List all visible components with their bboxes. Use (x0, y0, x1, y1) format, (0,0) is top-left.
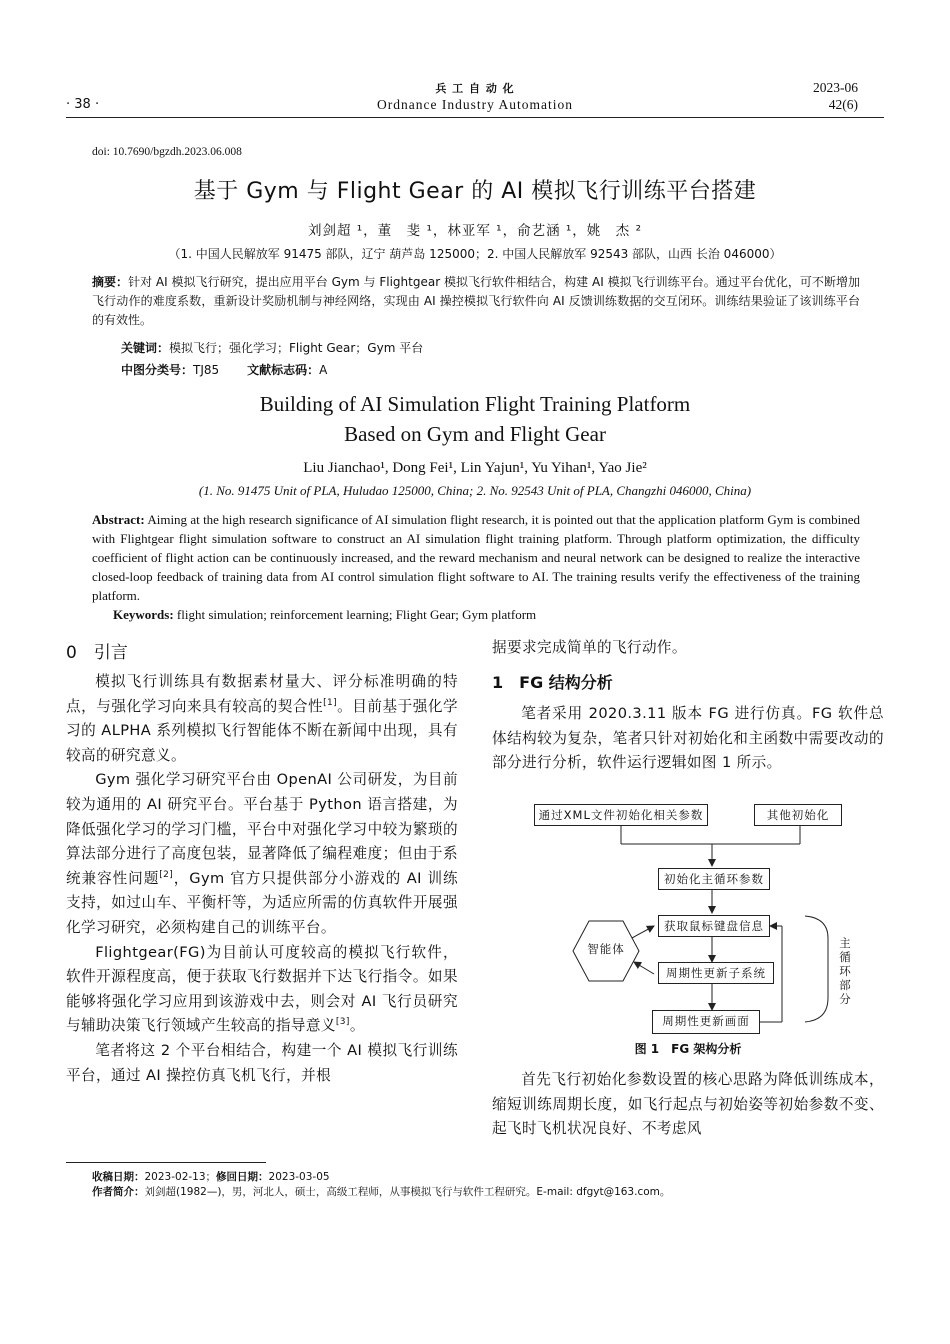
abstract-cn (92, 273, 860, 330)
issue-date: 2023-06 (813, 80, 858, 95)
left-column-body (66, 670, 458, 1088)
paragraph: Flightgear(FG)为目前认可度较高的模拟飞行软件，软件开源程度高，便于获取飞行数据并下达飞行指令。如果能够将强化学习应用到该游戏中去，则会对 AI 飞行员研究与辅助决策飞行领域产生较高的指导意义[3]。 (66, 943, 458, 1035)
clc-value: TJ85 (193, 363, 220, 377)
clc-label: 中图分类号： (121, 363, 194, 377)
figure-agent-label: 智能体 (587, 942, 625, 956)
section-1-heading: 1 FG 结构分析 (492, 673, 613, 692)
abstract-en-text: Aiming at the high research significance of AI simulation flight research, it is pointed out that the application platform Gym is combined with Flightgear flight simulation software to construct an AI simulation flight training platform. Through platform optimization, the difficulty coefficient of flight action can be continuously increased, and the reward mechanism and neural network can be designed to realize the interactive closed-loop feedback of training data from AI control simulation flight software to AI. The training results verify the effectiveness of the training platform. (92, 512, 860, 603)
affiliations-en: (1. No. 91475 Unit of PLA, Huludao 125000, China; 2. No. 92543 Unit of PLA, Changzhi 046000, China) (198, 483, 752, 498)
footnote-dates: 收稿日期：2023-02-13；修回日期：2023-03-05 (92, 1171, 330, 1183)
classification (121, 361, 861, 380)
figure-box-screen: 周期性更新画面 (652, 1010, 760, 1034)
affiliations-cn: （1. 中国人民解放军 91475 部队，辽宁 葫芦岛 125000；2. 中国人民解放军 92543 部队，山西 长治 046000） (168, 247, 782, 261)
figure-box-other-init: 其他初始化 (754, 804, 842, 826)
keywords-cn-label: 关键词： (121, 341, 170, 355)
keywords-en-text: flight simulation; reinforcement learning; Flight Gear; Gym platform (176, 607, 537, 622)
section-1-paragraph: 笔者采用 2020.3.11 版本 FG 进行仿真。FG 软件总体结构较为复杂，笔者只针对初始化和主函数中需要改动的部分进行分析，软件运行逻辑如图 1 所示。 (492, 705, 884, 772)
figure-box-subsystem: 周期性更新子系统 (658, 962, 774, 984)
figure-loop-label: 主循环部分 (839, 936, 851, 1006)
section-0-heading: 0 引言 (66, 643, 128, 663)
right-column-body: 首先飞行初始化参数设置的核心思路为降低训练成本，缩短训练周期长度，如飞行起点与初始姿等初始参数不变、起飞时飞机状况良好、不考虑风 (492, 1071, 884, 1138)
journal-name-en: Ordnance Industry Automation (377, 97, 573, 112)
title-cn: 基于 Gym 与 Flight Gear 的 AI 模拟飞行训练平台搭建 (193, 179, 757, 204)
journal-name-cn: 兵 工 自 动 化 (435, 82, 515, 95)
keywords-cn-text: 模拟飞行；强化学习；Flight Gear；Gym 平台 (169, 341, 424, 355)
abstract-en-label: Abstract: (92, 512, 145, 527)
figure-box-mainloop-init: 初始化主循环参数 (658, 868, 770, 890)
keywords-cn (121, 339, 861, 358)
figure-1-caption: 图 1 FG 架构分析 (634, 1042, 742, 1056)
issue-volume: 42(6) (828, 97, 858, 112)
abstract-en (92, 510, 860, 605)
doi: doi: 10.7690/bgzdh.2023.06.008 (92, 146, 242, 158)
footnote-author-bio: 作者简介：刘剑超(1982—)，男，河北人，硕士，高级工程师，从事模拟飞行与软件工程研究。E-mail: dfgyt@163.com。 (92, 1186, 671, 1198)
title-en-line2: Based on Gym and Flight Gear (344, 422, 606, 446)
paragraph: 模拟飞行训练具有数据素材量大、评分标准明确的特点，与强化学习向来具有较高的契合性[1]。目前基于强化学习的 ALPHA 系列模拟飞行智能体不断在新闻中出现，具有较高的研究意义。 (66, 673, 458, 764)
footnote-rule (66, 1162, 266, 1163)
abstract-cn-text: 针对 AI 模拟飞行研究，提出应用平台 Gym 与 Flightgear 模拟飞行软件相结合，构建 AI 模拟飞行训练平台。通过平台优化，可不断增加飞行动作的难度系数，重新设计奖励机制与神经网络，实现由 AI 操控模拟飞行软件向 AI 反馈训练数据的交互闭环。训练结果验证了该训练平台的有效性。 (92, 275, 860, 327)
figure-box-xml-init: 通过XML文件初始化相关参数 (534, 804, 708, 826)
doc-code-value: A (319, 363, 328, 377)
paragraph: Gym 强化学习研究平台由 OpenAI 公司研发，为目前较为通用的 AI 研究平台。平台基于 Python 语言搭建，为降低强化学习的学习门槛，平台中对强化学习中较为繁琐的算法部分进行了高度包装，显著降低了编程难度；但由于系统兼容性问题[2]，Gym 官方只提供部分小游戏的 AI 训练支持，如过山车、平衡杆等，为适应所需的仿真软件开展强化学习研究，必须构建自己的训练平台。 (66, 771, 458, 936)
keywords-en-label: Keywords: (113, 607, 174, 622)
paragraph: 笔者将这 2 个平台相结合，构建一个 AI 模拟飞行训练平台，通过 AI 操控仿真飞机飞行，并根 (66, 1041, 458, 1084)
keywords-en (113, 605, 881, 624)
figure-box-input: 获取鼠标键盘信息 (658, 915, 770, 937)
authors-cn: 刘剑超 ¹，董 斐 ¹，林亚军 ¹，俞艺涵 ¹，姚 杰 ² (307, 223, 642, 239)
page-number: · 38 · (66, 97, 100, 112)
doc-code-label: 文献标志码： (247, 363, 320, 377)
authors-en: Liu Jianchao¹, Dong Fei¹, Lin Yajun¹, Yu Yihan¹, Yao Jie² (303, 460, 647, 476)
title-en-line1: Building of AI Simulation Flight Training Platform (259, 392, 691, 416)
header-rule (66, 117, 884, 118)
abstract-cn-label: 摘要： (92, 275, 129, 289)
right-column-continuation: 据要求完成简单的飞行动作。 (492, 639, 687, 656)
